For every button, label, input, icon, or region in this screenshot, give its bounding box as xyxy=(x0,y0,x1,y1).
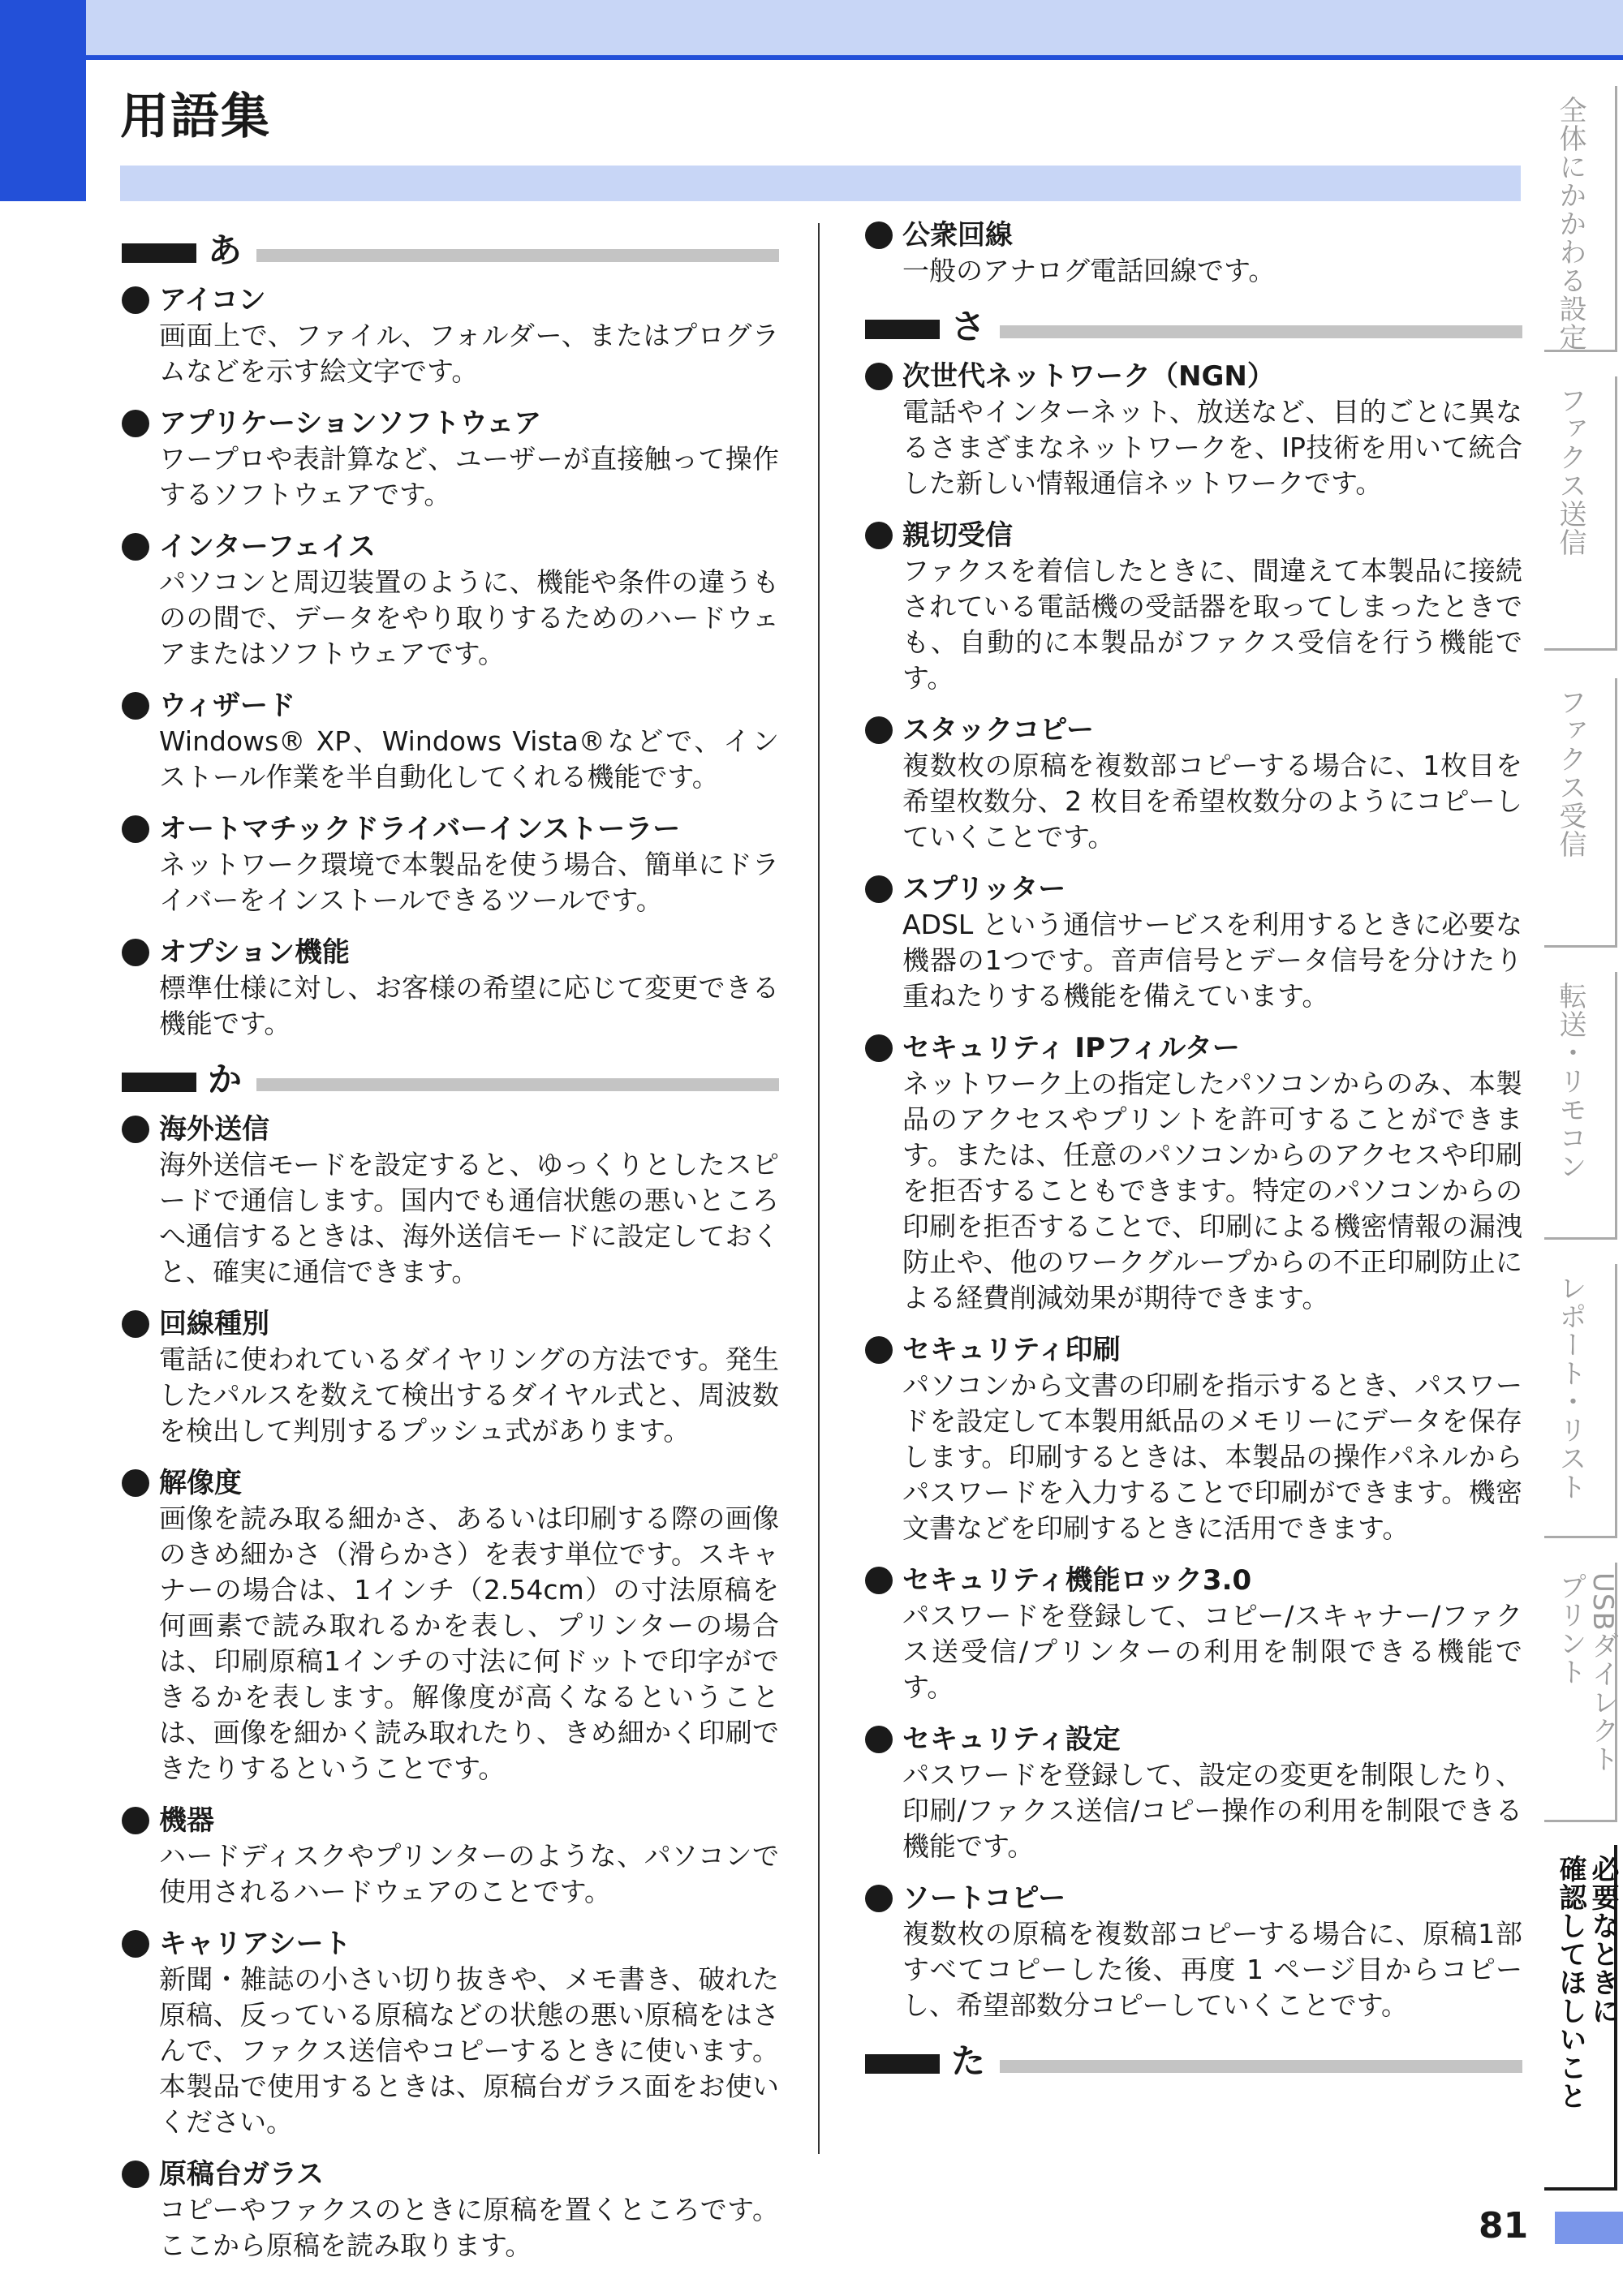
bullet-icon xyxy=(865,221,893,249)
glossary-term-text: アプリケーションソフトウェア xyxy=(159,407,542,440)
section-heading-label: さ xyxy=(951,307,986,346)
bullet-icon xyxy=(865,522,893,549)
glossary-term xyxy=(122,529,779,565)
section-heading-marker xyxy=(865,2054,940,2074)
glossary-term xyxy=(122,935,779,970)
glossary-definition: ハードディスクやプリンターのような、パソコンで使用されるハードウェアのことです。 xyxy=(159,1840,779,1907)
header-band xyxy=(0,0,1623,57)
glossary-definition: ワープロや表計算など、ユーザーが直接触って操作するソフトウェアです。 xyxy=(159,443,779,510)
bullet-icon xyxy=(122,2161,149,2188)
glossary-term xyxy=(865,871,1522,907)
glossary-definition: 海外送信モードを設定すると、ゆっくりとしたスピードで通信します。国内でも通信状態の悪いところへ通信するときは、海外送信モードに設定しておくと、確実に通信できます。 xyxy=(159,1149,779,1288)
glossary-entry xyxy=(122,1111,779,1290)
glossary-entry xyxy=(865,1332,1522,1546)
column-divider xyxy=(818,223,820,2154)
side-tab-label: 転送・リモコン xyxy=(1554,982,1586,1180)
glossary-entry xyxy=(122,1926,779,2140)
side-tab-6 xyxy=(1544,1563,1617,1822)
glossary-entry xyxy=(122,1306,779,1449)
glossary-term-text: セキュリティ機能ロック3.0 xyxy=(902,1564,1252,1597)
glossary-right-column xyxy=(865,217,1522,2093)
title-underbar xyxy=(120,166,1521,201)
glossary-definition: ネットワーク上の指定したパソコンからのみ、本製品のアクセスやプリントを許可することができます。または、任意のパソコンからのアクセスや印刷を拒否することもできます。特定のパソコンからの印刷を拒否することで、印刷による機密情報の漏洩防止や、他のワークグループからの不正印刷防止による経費削減効果が期待できます。 xyxy=(902,1068,1522,1314)
bullet-icon xyxy=(122,692,149,720)
glossary-definition: 一般のアナログ電話回線です。 xyxy=(902,255,1276,286)
side-tab-7 xyxy=(1544,1845,1617,2191)
glossary-term xyxy=(122,1803,779,1838)
glossary-definition: 画像を読み取る細かさ、あるいは印刷する際の画像のきめ細かさ（滑らかさ）を表す単位です。スキャナーの場合は、1インチ（2.54cm）の寸法原稿を何画素で読み取れるかを表し、プリンターの場合は、印刷原稿1インチの寸法に何ドットで印字ができるかを表します。解像度が高くなるということは、画像を細かく読み取れたり、きめ細かく印刷できたりするということです。 xyxy=(159,1503,780,1784)
glossary-term-text: 原稿台ガラス xyxy=(159,2158,324,2191)
section-heading-rule xyxy=(256,1078,779,1091)
glossary-term-text: キャリアシート xyxy=(159,1928,351,1960)
section-heading-marker xyxy=(865,320,940,339)
glossary-term xyxy=(122,1465,779,1501)
glossary-term-text: 次世代ネットワーク（NGN） xyxy=(902,360,1275,393)
side-tab-label: ファクス送信 xyxy=(1554,386,1586,557)
glossary-definition: パソコンから文書の印刷を指示するとき、パスワードを設定して本製用紙品のメモリーにデータを保存します。印刷するときは、本製品の操作パネルからパスワードを入力することで印刷ができます。機密文書などを印刷するときに活用できます。 xyxy=(902,1369,1522,1544)
glossary-definition: Windows® XP、Windows Vista®などで、インストール作業を半自動化してくれる機能です。 xyxy=(159,725,779,793)
bullet-icon xyxy=(865,363,893,390)
glossary-term xyxy=(122,2156,779,2192)
glossary-term xyxy=(865,217,1522,253)
section-heading-rule xyxy=(1000,2060,1522,2073)
glossary-term-text: ウィザード xyxy=(159,690,295,722)
bullet-icon xyxy=(122,1469,149,1497)
glossary-term-text: ソートコピー xyxy=(902,1882,1066,1915)
glossary-term xyxy=(122,406,779,441)
bullet-icon xyxy=(865,1336,893,1364)
side-tab-label: 全体にかかわる設定 xyxy=(1554,96,1586,351)
section-heading-marker xyxy=(122,1073,196,1092)
glossary-entry xyxy=(122,811,779,918)
side-tab-5 xyxy=(1544,1264,1617,1538)
header-rule xyxy=(0,55,1623,60)
glossary-term-text: オートマチックドライバーインストーラー xyxy=(159,813,681,845)
bullet-icon xyxy=(122,939,149,966)
section-heading-rule xyxy=(256,249,779,262)
bullet-icon xyxy=(122,815,149,843)
glossary-definition: パスワードを登録して、設定の変更を制限したり、印刷/ファクス送信/コピー操作の利用を制限できる機能です。 xyxy=(902,1759,1522,1862)
section-heading xyxy=(122,229,779,274)
section-heading-marker xyxy=(122,243,196,263)
glossary-term-text: セキュリティ設定 xyxy=(902,1723,1121,1756)
glossary-term-text: インターフェイス xyxy=(159,531,376,563)
glossary-term-text: セキュリティ印刷 xyxy=(902,1334,1121,1366)
side-tab-3 xyxy=(1544,678,1617,948)
glossary-term-text: 機器 xyxy=(159,1804,214,1837)
glossary-term-text: 回線種別 xyxy=(159,1308,269,1340)
glossary-term xyxy=(122,1111,779,1147)
glossary-definition: 複数枚の原稿を複数部コピーする場合に、1枚目を希望枚数分、2 枚目を希望枚数分のようにコピーしていくことです。 xyxy=(902,750,1522,853)
bullet-icon xyxy=(122,1930,149,1958)
bullet-icon xyxy=(122,1807,149,1834)
side-tab-4 xyxy=(1544,972,1617,1240)
bullet-icon xyxy=(122,1310,149,1338)
bullet-icon xyxy=(865,875,893,903)
glossary-definition: パソコンと周辺装置のように、機能や条件の違うものの間で、データをやり取りするためのハードウェアまたはソフトウェアです。 xyxy=(159,566,779,669)
glossary-definition: ADSL という通信サービスを利用するときに必要な機器の1つです。音声信号とデータ信号を分けたり重ねたりする機能を備えています。 xyxy=(902,909,1522,1012)
section-heading-label: あ xyxy=(208,230,243,270)
glossary-term-text: オプション機能 xyxy=(159,936,350,969)
glossary-term xyxy=(865,1030,1522,1066)
glossary-entry xyxy=(865,217,1522,289)
glossary-entry xyxy=(122,529,779,672)
glossary-entry xyxy=(865,518,1522,696)
side-tab-1 xyxy=(1544,86,1617,352)
glossary-definition: ネットワーク環境で本製品を使う場合、簡単にドライバーをインストールできるツールです。 xyxy=(159,849,779,916)
side-tab-label: ファクス受信 xyxy=(1554,688,1586,858)
section-heading xyxy=(865,305,1522,350)
glossary-term xyxy=(122,688,779,724)
section-heading xyxy=(122,1058,779,1103)
glossary-term-text: 海外送信 xyxy=(159,1113,269,1146)
glossary-term-text: アイコン xyxy=(159,284,266,316)
glossary-term xyxy=(865,1332,1522,1368)
glossary-term-text: 解像度 xyxy=(159,1467,242,1499)
glossary-definition: 標準仕様に対し、お客様の希望に応じて変更できる機能です。 xyxy=(159,972,779,1039)
glossary-entry xyxy=(865,712,1522,855)
glossary-term xyxy=(865,1722,1522,1757)
side-tab-2 xyxy=(1544,376,1617,651)
glossary-term xyxy=(865,712,1522,748)
glossary-term xyxy=(865,518,1522,553)
glossary-entry xyxy=(122,2156,779,2264)
glossary-entry xyxy=(865,1722,1522,1864)
bullet-icon xyxy=(865,1885,893,1912)
bullet-icon xyxy=(122,410,149,437)
glossary-term-text: 公衆回線 xyxy=(902,219,1013,252)
side-tab-label: 必要なときに 確認してほしいこと xyxy=(1554,1855,1619,2110)
page-title: 用語集 xyxy=(120,88,271,145)
glossary-term xyxy=(122,1306,779,1342)
glossary-entry xyxy=(122,688,779,795)
glossary-term xyxy=(122,811,779,847)
glossary-definition: 電話やインターネット、放送など、目的ごとに異なるさまざまなネットワークを、IP技術を用いて統合した新しい情報通信ネットワークです。 xyxy=(902,396,1522,499)
bullet-icon xyxy=(865,1567,893,1594)
glossary-entry xyxy=(865,359,1522,501)
glossary-entry xyxy=(865,1030,1522,1316)
glossary-entry xyxy=(122,935,779,1042)
bullet-icon xyxy=(122,533,149,561)
glossary-definition: 複数枚の原稿を複数部コピーする場合に、原稿1部すべてコピーした後、再度 1 ページ目からコピーし、希望部数分コピーしていくことです。 xyxy=(902,1918,1522,2021)
section-heading xyxy=(865,2040,1522,2085)
glossary-definition: コピーやファクスのときに原稿を置くところです。ここから原稿を読み取ります。 xyxy=(159,2194,779,2261)
glossary-definition: 新聞・雑誌の小さい切り抜きや、メモ書き、破れた原稿、反っている原稿などの状態の悪い原稿をはさんで、ファクス送信やコピーするときに使います。本製品で使用するときは、原稿台ガラス面をお使いください。 xyxy=(159,1963,780,2138)
glossary-entry xyxy=(122,1803,779,1910)
glossary-term-text: スタックコピー xyxy=(902,714,1094,746)
side-tab-label: USBダイレクト プリント xyxy=(1554,1572,1619,1774)
bullet-icon xyxy=(122,1116,149,1143)
glossary-left-column xyxy=(122,217,779,2280)
glossary-term-text: スプリッター xyxy=(902,873,1066,905)
glossary-definition: 電話に使われているダイヤリングの方法です。発生したパルスを数えて検出するダイヤル式と、周波数を検出して判別するプッシュ式があります。 xyxy=(159,1344,779,1447)
glossary-term-text: セキュリティ IPフィルター xyxy=(902,1032,1240,1064)
corner-accent xyxy=(0,0,86,201)
page-number-tab xyxy=(1555,2212,1623,2244)
section-heading-label: た xyxy=(951,2041,986,2081)
glossary-definition: ファクスを着信したときに、間違えて本製品に接続されている電話機の受話器を取ってしまったときでも、自動的に本製品がファクス受信を行う機能です。 xyxy=(902,555,1522,694)
side-tab-label: レポート・リスト xyxy=(1554,1274,1586,1501)
glossary-entry xyxy=(865,871,1522,1014)
glossary-term xyxy=(865,1563,1522,1598)
glossary-entry xyxy=(122,282,779,389)
glossary-entry xyxy=(122,1465,779,1786)
glossary-term xyxy=(122,282,779,318)
section-heading-rule xyxy=(1000,325,1522,338)
bullet-icon xyxy=(865,1726,893,1753)
bullet-icon xyxy=(865,1034,893,1062)
glossary-definition: パスワードを登録して、コピー/スキャナー/ファクス送受信/プリンターの利用を制限できる機能です。 xyxy=(902,1600,1522,1703)
glossary-term-text: 親切受信 xyxy=(902,519,1013,552)
bullet-icon xyxy=(865,716,893,744)
glossary-term xyxy=(122,1926,779,1962)
glossary-term xyxy=(865,1881,1522,1916)
glossary-entry xyxy=(865,1563,1522,1705)
glossary-term xyxy=(865,359,1522,394)
section-heading-label: か xyxy=(208,1060,243,1099)
glossary-definition: 画面上で、ファイル、フォルダー、またはプログラムなどを示す絵文字です。 xyxy=(159,320,779,387)
glossary-entry xyxy=(122,406,779,513)
page-number: 81 xyxy=(1479,2205,1529,2247)
glossary-entry xyxy=(865,1881,1522,2023)
bullet-icon xyxy=(122,286,149,314)
